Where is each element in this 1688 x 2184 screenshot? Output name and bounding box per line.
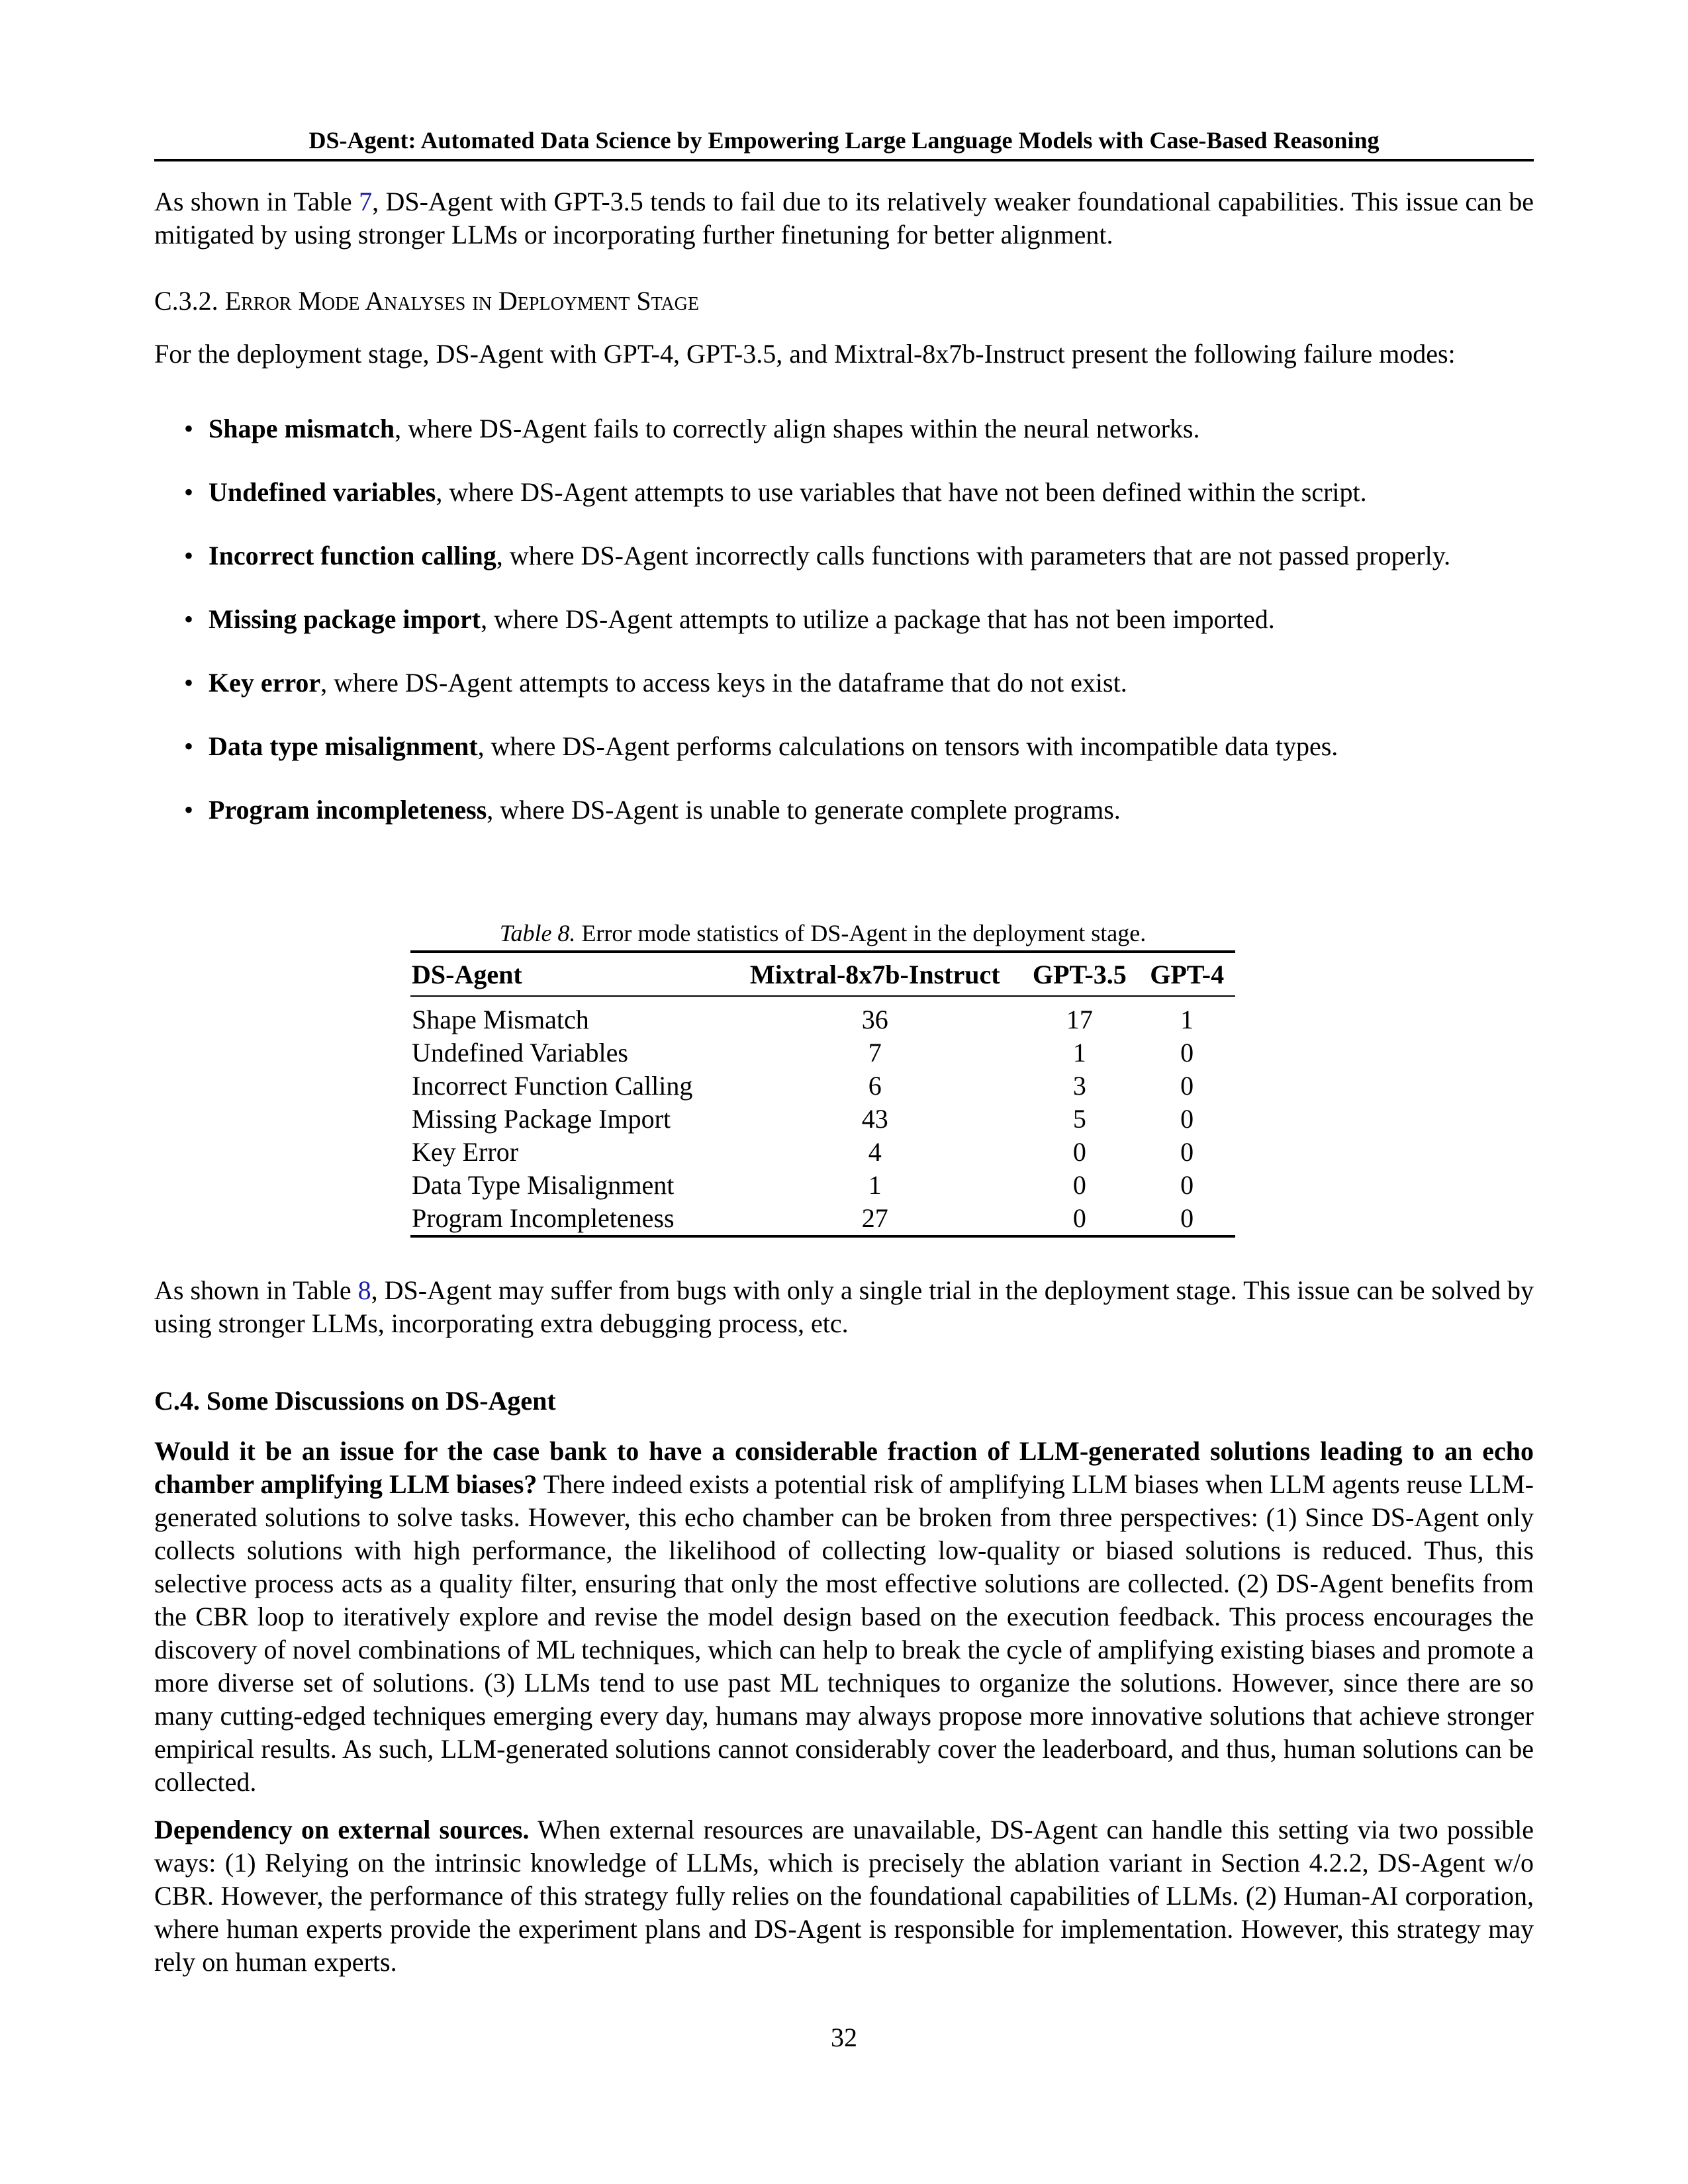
table-cell: 1 (1072, 1038, 1086, 1068)
error-mode-table (410, 950, 1235, 1238)
table-cell: 36 (861, 1005, 888, 1034)
table-cell: 0 (1180, 1137, 1194, 1167)
deployment-intro-paragraph: For the deployment stage, DS-Agent with GPT-4, GPT-3.5, and Mixtral-8x7b-Instruct present the following failure modes: (154, 339, 1456, 369)
table-row-label: Undefined Variables (412, 1038, 628, 1068)
table-caption (410, 919, 1235, 948)
table-cell: 0 (1180, 1038, 1194, 1068)
failure-mode-list (154, 412, 1534, 857)
table-cell: 4 (868, 1137, 882, 1167)
failure-mode-term: Program incompleteness (209, 795, 487, 825)
failure-mode-description: , where DS-Agent performs calculations on tensors with incompatible data types. (477, 731, 1338, 761)
failure-mode-term: Shape mismatch (209, 414, 395, 443)
discussion-external-sources (154, 1813, 1534, 1979)
intro-paragraph (154, 185, 1534, 251)
subsection-number: C.3.2. (154, 286, 218, 316)
table-body (410, 996, 1235, 1236)
subsection-title: Error Mode Analyses in Deployment Stage (224, 286, 699, 316)
table-column-header: DS-Agent (412, 959, 522, 989)
failure-mode-description: , where DS-Agent attempts to access keys in the dataframe that do not exist. (320, 668, 1127, 698)
table-header-row (410, 952, 1235, 996)
failure-mode-item (154, 412, 1534, 476)
bullet-dot-icon: • (184, 541, 194, 570)
failure-mode-term: Missing package import (209, 604, 481, 634)
table-caption-text: Error mode statistics of DS-Agent in the deployment stage. (575, 920, 1147, 946)
failure-mode-item (154, 476, 1534, 539)
failure-mode-item (154, 539, 1534, 603)
table-column-header: GPT-3.5 (1032, 959, 1127, 989)
table-caption-label: Table 8. (499, 920, 576, 946)
table-row (410, 1069, 1235, 1103)
bullet-dot-icon: • (184, 795, 194, 825)
table-row-label: Incorrect Function Calling (412, 1071, 693, 1101)
table-cell: 0 (1180, 1071, 1194, 1101)
after-table-paragraph (154, 1274, 1534, 1340)
table-row-label: Missing Package Import (412, 1104, 671, 1134)
after-table-text-after: , DS-Agent may suffer from bugs with only a single trial in the deployment stage. This issue can be solved by using stronger LLMs, incorporating extra debugging process, etc. (154, 1275, 1534, 1338)
running-header: DS-Agent: Automated Data Science by Empowering Large Language Models with Case-Based Reasoning (308, 127, 1380, 154)
table-cell: 17 (1066, 1005, 1093, 1034)
table-cell: 6 (868, 1071, 882, 1101)
bullet-dot-icon: • (184, 477, 194, 507)
table-cell: 43 (861, 1104, 888, 1134)
failure-mode-description: , where DS-Agent fails to correctly align shapes within the neural networks. (395, 414, 1200, 443)
table-row (410, 996, 1235, 1036)
table-row-label: Program Incompleteness (412, 1203, 675, 1233)
table-cell: 0 (1180, 1104, 1194, 1134)
table-column-header: GPT-4 (1150, 959, 1225, 989)
intro-text-before: As shown in Table (154, 187, 359, 216)
header-rule (154, 159, 1534, 161)
table-cell: 1 (868, 1170, 882, 1200)
table-cell: 0 (1072, 1137, 1086, 1167)
table-row-label: Data Type Misalignment (412, 1170, 675, 1200)
discussion-echo-chamber (154, 1435, 1534, 1799)
bullet-dot-icon: • (184, 414, 194, 443)
table-cell: 0 (1072, 1203, 1086, 1233)
table-cell: 0 (1180, 1170, 1194, 1200)
table-cell: 7 (868, 1038, 882, 1068)
table-row (410, 1103, 1235, 1136)
bullet-dot-icon: • (184, 604, 194, 634)
section-heading: C.4. Some Discussions on DS-Agent (154, 1386, 556, 1416)
table-column-header: Mixtral-8x7b-Instruct (749, 959, 1000, 989)
table-cell: 0 (1072, 1170, 1086, 1200)
failure-mode-description: , where DS-Agent incorrectly calls functions with parameters that are not passed properly. (496, 541, 1451, 570)
failure-mode-description: , where DS-Agent is unable to generate complete programs. (487, 795, 1121, 825)
bullet-dot-icon: • (184, 668, 194, 698)
failure-mode-item (154, 730, 1534, 794)
table-cell: 1 (1180, 1005, 1194, 1034)
discussion-external-sources-title: Dependency on external sources. (154, 1815, 530, 1844)
page-number: 32 (831, 2023, 857, 2052)
failure-mode-item (154, 794, 1534, 857)
failure-mode-term: Undefined variables (209, 477, 436, 507)
bullet-dot-icon: • (184, 731, 194, 761)
failure-mode-item (154, 666, 1534, 730)
table-7-link[interactable]: 7 (359, 187, 373, 216)
intro-text-after: , DS-Agent with GPT-3.5 tends to fail due to its relatively weaker foundational capabilities. This issue can be mitigated by using stronger LLMs or incorporating further finetuning for better alignment. (154, 187, 1534, 250)
failure-mode-description: , where DS-Agent attempts to utilize a package that has not been imported. (481, 604, 1275, 634)
discussion-echo-chamber-text: There indeed exists a potential risk of amplifying LLM biases when LLM agents reuse LLM-generated solutions to solve tasks. However, this echo chamber can be broken from three perspectives: (1) Since DS-Agent only collects solutions with high performance, the likelihood of collecting low-quality or biased solutions is reduced. Thus, this selective process acts as a quality filter, ensuring that only the most effective solutions are collected. (2) DS-Agent benefits from the CBR loop to iteratively explore and revise the model design based on the execution feedback. This process encourages the discovery of novel combinations of ML techniques, which can help to break the cycle of amplifying existing biases and promote a more diverse set of solutions. (3) LLMs tend to use past ML techniques to organize the solutions. However, since there are so many cutting-edged techniques emerging every day, humans may always propose more innovative solutions that achieve stronger empirical results. As such, LLM-generated solutions cannot considerably cover the leaderboard, and thus, human solutions can be collected. (154, 1469, 1534, 1797)
table-row (410, 1136, 1235, 1169)
table-cell: 27 (861, 1203, 888, 1233)
table-row-label: Key Error (412, 1137, 519, 1167)
table-cell: 0 (1180, 1203, 1194, 1233)
table-row (410, 1036, 1235, 1069)
discussion-external-sources-text: When external resources are unavailable, DS-Agent can handle this setting via two possible ways: (1) Relying on the intrinsic knowledge of LLMs, which is precisely the ablation variant in Section 4.2.2, DS-Agent w/o CBR. However, the performance of this strategy fully relies on the foundational capabilities of LLMs. (2) Human-AI corporation, where human experts provide the experiment plans and DS-Agent is responsible for implementation. However, this strategy may rely on human experts. (154, 1815, 1534, 1977)
failure-mode-description: , where DS-Agent attempts to use variables that have not been defined within the script. (436, 477, 1367, 507)
failure-mode-term: Key error (209, 668, 321, 698)
table-8-link[interactable]: 8 (357, 1275, 371, 1305)
after-table-text-before: As shown in Table (154, 1275, 358, 1305)
failure-mode-term: Data type misalignment (209, 731, 478, 761)
table-row (410, 1169, 1235, 1202)
subsection-heading (154, 285, 699, 318)
discussion-echo-chamber-question: Would it be an issue for the case bank to have a considerable fraction of LLM-generated solutions leading to an echo chamber amplifying LLM biases? (154, 1436, 1534, 1499)
failure-mode-term: Incorrect function calling (209, 541, 496, 570)
table-row-label: Shape Mismatch (412, 1005, 589, 1034)
table-row (410, 1202, 1235, 1236)
table-cell: 5 (1072, 1104, 1086, 1134)
failure-mode-item (154, 603, 1534, 666)
table-cell: 3 (1072, 1071, 1086, 1101)
